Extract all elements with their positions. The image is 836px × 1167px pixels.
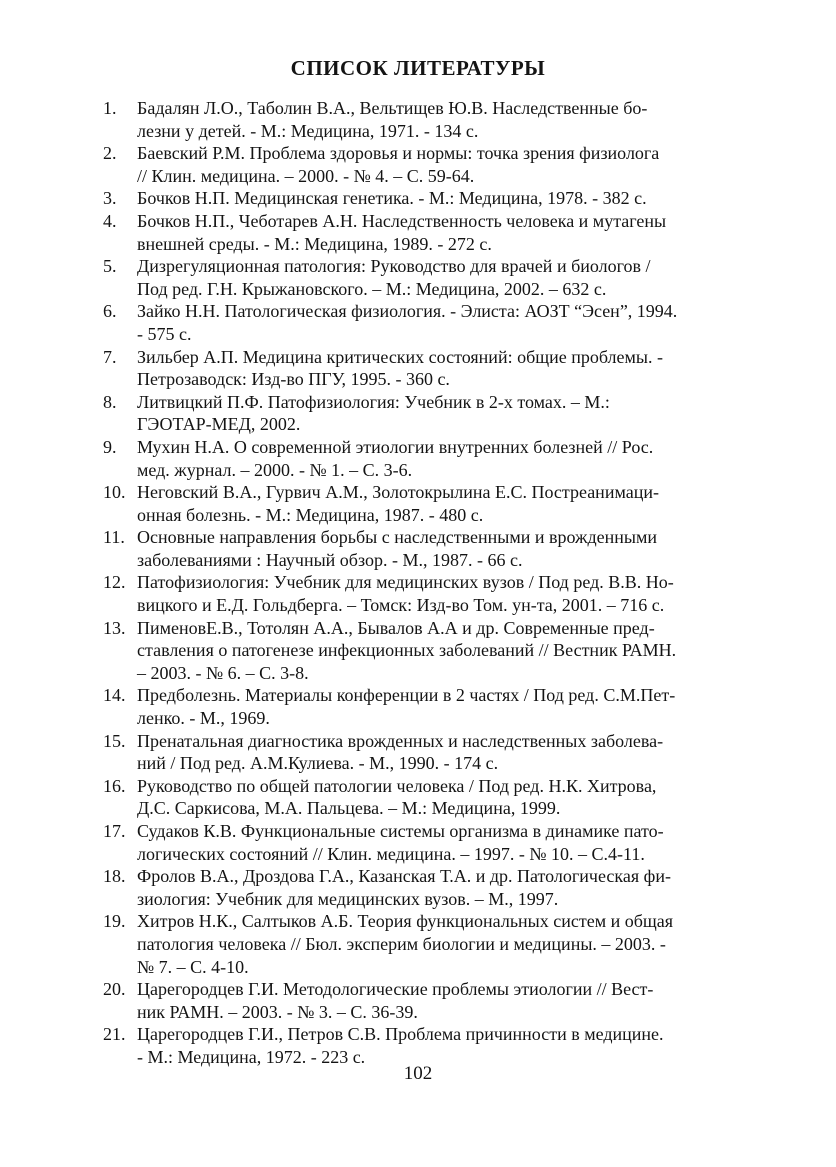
reference-text-line: Царегородцев Г.И., Петров С.В. Проблема причинности в медицине. — [137, 1024, 664, 1045]
reference-item — [95, 391, 755, 436]
reference-item — [95, 346, 755, 391]
reference-number: 11. — [103, 527, 125, 548]
reference-number: 14. — [103, 685, 126, 706]
reference-text-line: Бадалян Л.О., Таболин В.А., Вельтищев Ю.В. Наследственные бо- — [137, 98, 648, 118]
reference-text-line: – 2003. - № 6. – С. 3-8. — [137, 662, 309, 683]
reference-number: 9. — [103, 436, 117, 457]
reference-item — [95, 187, 755, 210]
reference-text-line: внешней среды. - М.: Медицина, 1989. - 272 с. — [137, 233, 492, 254]
reference-text-line: Пренатальная диагностика врожденных и наследственных заболева- — [137, 730, 664, 751]
reference-item — [95, 820, 755, 865]
reference-item — [95, 617, 755, 685]
reference-text-line: Судаков К.В. Функциональные системы организма в динамике пато- — [137, 821, 664, 841]
reference-number: 15. — [103, 730, 126, 751]
reference-text-line: Фролов В.А., Дроздова Г.А., Казанская Т.А. и др. Патологическая фи- — [137, 866, 671, 887]
reference-item — [95, 97, 755, 142]
reference-item — [95, 910, 755, 978]
reference-text-line: Руководство по общей патологии человека / Под ред. Н.К. Хитрова, — [137, 775, 657, 796]
reference-item — [95, 730, 755, 775]
reference-number: 2. — [103, 143, 117, 164]
reference-number: 13. — [103, 617, 126, 638]
reference-text-line: № 7. – С. 4-10. — [137, 956, 249, 977]
reference-number: 5. — [103, 256, 117, 277]
reference-text-line: лезни у детей. - М.: Медицина, 1971. - 134 с. — [137, 120, 479, 141]
reference-text-line: Под ред. Г.Н. Крыжановского. – М.: Медицина, 2002. – 632 с. — [137, 278, 607, 299]
reference-item — [95, 978, 755, 1023]
reference-text-line: - 575 с. — [137, 323, 192, 344]
reference-number: 10. — [103, 482, 126, 503]
reference-item — [95, 571, 755, 616]
reference-text-line: патология человека // Бюл. эксперим биологии и медицины. – 2003. - — [137, 933, 666, 954]
reference-number: 3. — [103, 188, 117, 209]
reference-text-line: Предболезнь. Материалы конференции в 2 частях / Под ред. С.М.Пет- — [137, 685, 676, 706]
reference-number: 17. — [103, 821, 126, 841]
reference-text-line: мед. журнал. – 2000. - № 1. – С. 3-6. — [137, 459, 413, 480]
reference-text-line: Основные направления борьбы с наследственными и врожденными — [137, 527, 658, 548]
reference-item — [95, 775, 755, 820]
reference-item — [95, 436, 755, 481]
reference-text-line: заболеваниями : Научный обзор. - М., 1987. - 66 с. — [137, 549, 523, 570]
reference-text-line: ГЭОТАР-МЕД, 2002. — [137, 414, 301, 435]
reference-item — [95, 526, 755, 571]
reference-number: 19. — [103, 911, 126, 932]
reference-text-line: ник РАМН. – 2003. - № 3. – С. 36-39. — [137, 1001, 418, 1022]
reference-number: 1. — [103, 98, 117, 118]
reference-item — [95, 300, 755, 345]
reference-text-line: Дизрегуляционная патология: Руководство для врачей и биологов / — [137, 256, 651, 277]
reference-text-line: ленко. - М., 1969. — [137, 708, 270, 729]
reference-text-line: Д.С. Саркисова, М.А. Пальцева. – М.: Медицина, 1999. — [137, 798, 561, 819]
reference-text-line: вицкого и Е.Д. Гольдберга. – Томск: Изд-во Том. ун-та, 2001. – 716 с. — [137, 595, 665, 616]
reference-item — [95, 865, 755, 910]
reference-number: 7. — [103, 346, 117, 367]
reference-text-line: Петрозаводск: Изд-во ПГУ, 1995. - 360 с. — [137, 369, 450, 390]
reference-text-line: Неговский В.А., Гурвич А.М., Золотокрылина Е.С. Постреанимаци- — [137, 482, 659, 503]
reference-text-line: Царегородцев Г.И. Методологические проблемы этиологии // Вест- — [137, 979, 654, 1000]
reference-text-line: Мухин Н.А. О современной этиологии внутренних болезней // Рос. — [137, 436, 654, 457]
reference-text-line: Патофизиология: Учебник для медицинских вузов / Под ред. В.В. Но- — [137, 572, 674, 593]
reference-text-line: онная болезнь. - М.: Медицина, 1987. - 480 с. — [137, 504, 484, 525]
reference-text-line: Зильбер А.П. Медицина критических состояний: общие проблемы. - — [137, 346, 664, 367]
reference-number: 4. — [103, 210, 117, 231]
reference-text-line: ПименовЕ.В., Тотолян А.А., Бывалов А.А и др. Современные пред- — [137, 617, 655, 638]
reference-text-line: Зайко Н.Н. Патологическая физиология. - Элиста: АОЗТ “Эсен”, 1994. — [137, 301, 678, 322]
reference-text-line: - М.: Медицина, 1972. - 223 с. — [137, 1046, 366, 1067]
page-number: 102 — [403, 1063, 433, 1084]
reference-item — [95, 210, 755, 255]
reference-item — [95, 255, 755, 300]
reference-number: 18. — [103, 866, 126, 887]
reference-number: 6. — [103, 301, 117, 322]
reference-text-line: ставления о патогенезе инфекционных заболеваний // Вестник РАМН. — [137, 640, 677, 661]
reference-text-line: логических состояний // Клин. медицина. – 1997. - № 10. – С.4-11. — [137, 843, 645, 864]
reference-text-line: Бочков Н.П. Медицинская генетика. - М.: Медицина, 1978. - 382 с. — [137, 188, 647, 209]
reference-text-line: Баевский Р.М. Проблема здоровья и нормы: точка зрения физиолога — [137, 143, 660, 164]
reference-number: 21. — [103, 1024, 126, 1045]
reference-text-line: зиология: Учебник для медицинских вузов. – М., 1997. — [137, 888, 559, 909]
page-title: СПИСОК ЛИТЕРАТУРЫ — [290, 56, 546, 80]
reference-text-line: Литвицкий П.Ф. Патофизиология: Учебник в 2-х томах. – М.: — [137, 391, 610, 412]
reference-list — [95, 97, 755, 1069]
reference-text-line: ний / Под ред. А.М.Кулиева. - М., 1990. - 174 с. — [137, 753, 499, 774]
reference-text-line: Хитров Н.К., Салтыков А.Б. Теория функциональных систем и общая — [137, 911, 674, 932]
reference-number: 16. — [103, 775, 126, 796]
reference-number: 12. — [103, 572, 126, 593]
reference-text-line: // Клин. медицина. – 2000. - № 4. – С. 59-64. — [137, 165, 475, 186]
reference-item — [95, 142, 755, 187]
reference-item — [95, 481, 755, 526]
reference-number: 20. — [103, 979, 126, 1000]
reference-text-line: Бочков Н.П., Чеботарев А.Н. Наследственность человека и мутагены — [137, 210, 667, 231]
reference-item — [95, 684, 755, 729]
reference-number: 8. — [103, 391, 117, 412]
